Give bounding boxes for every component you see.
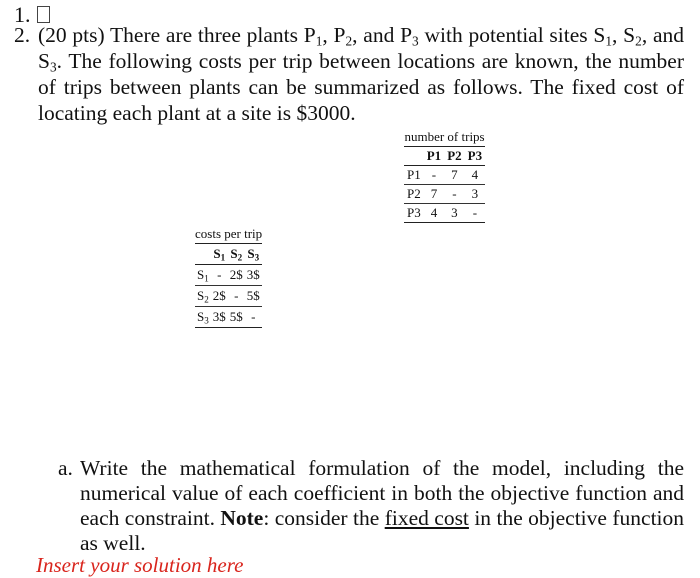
costs-table-block: [195, 226, 262, 328]
trips-table: [404, 146, 485, 223]
question-2-number: 2.: [14, 23, 31, 47]
note-label: Note: [220, 506, 264, 530]
table-header-row: $S_1$ $S_2$ $S_3$: [195, 244, 262, 265]
trips-table-block: [404, 129, 485, 223]
question-2: [14, 22, 684, 126]
table-row: P1 - 7 4: [404, 166, 485, 185]
table-row: $S_2$ 2$ - 5$: [195, 286, 262, 307]
question-2-text: (20 pts) There are three plants $P_1$, $P_2$, and $P_3$ with potential sites $S_1$, $S_2$, and $S_3$. The following costs per trip between locations are known, the number of trips between plants can be summarized as follows. The fixed cost of locating each plant at a site is $3000.: [38, 23, 684, 125]
table-row: $S_1$ - 2$ 3$: [195, 265, 262, 286]
costs-table: [195, 243, 262, 328]
part-a: [58, 456, 684, 556]
costs-table-caption: costs per trip: [195, 226, 263, 241]
fixed-cost-underlined: fixed cost: [384, 506, 469, 530]
table-row: $S_3$ 3$ 5$ -: [195, 307, 262, 328]
checkbox-placeholder-icon: [37, 6, 50, 23]
table-header-row: P1 P2 P3: [404, 147, 485, 166]
question-1-number: 1.: [14, 2, 31, 27]
part-a-label: a.: [58, 456, 73, 480]
table-row: P2 7 - 3: [404, 185, 485, 204]
table-row: P3 4 3 -: [404, 204, 485, 223]
trips-table-caption: number of trips: [404, 129, 485, 144]
solution-placeholder[interactable]: Insert your solution here: [36, 553, 244, 577]
part-a-text: Write the mathematical formulation of the model, including the numerical value of each coefficient in both the objective function and each constraint. Note: consider the fixed cost in the objective function as well.: [80, 456, 685, 555]
